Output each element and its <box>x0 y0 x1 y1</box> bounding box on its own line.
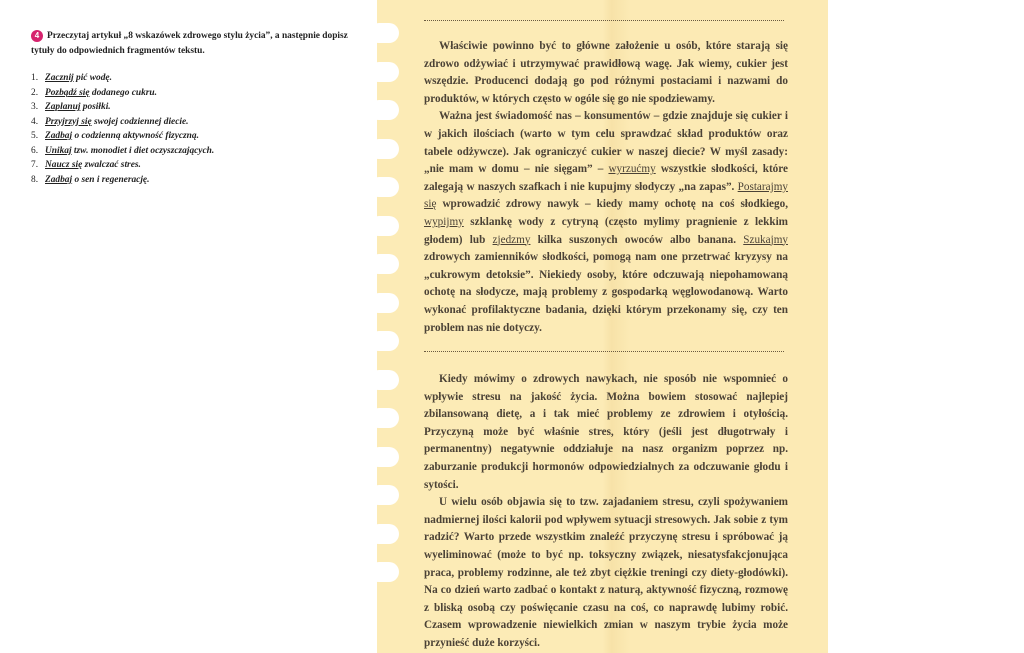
item-number: 5. <box>31 131 39 141</box>
list-item <box>31 100 366 115</box>
item-number: 4. <box>31 116 39 127</box>
paragraph <box>424 38 788 108</box>
underlined-verb: wypijmy <box>424 215 464 228</box>
item-verb: Naucz się <box>45 160 83 170</box>
article-fragment-1 <box>424 38 788 337</box>
title-list <box>31 71 366 187</box>
item-rest: dodanego cukru. <box>89 87 157 98</box>
item-verb: Przyjrzyj się <box>45 116 92 127</box>
text-segment: Właściwie powinno być to główne założenie u osób, które starają się zdrowo odżywiać i utrzymywać prawidłową wagę. Jak wiemy, cukier jest wszędzie. Producenci dodają go pod różnymi postaciami i nazwami do produktów, w których często w ogóle się go nie spodziewamy. <box>424 40 788 105</box>
item-number: 8. <box>31 174 39 185</box>
item-number: 6. <box>31 145 39 156</box>
list-item <box>31 86 366 101</box>
text-segment: U wielu osób objawia się to tzw. zajadaniem stresu, czyli spożywaniem nadmiernej ilości kalorii pod wpływem sytuacji stresowych. Jak sobie z tym radzić? Warto przede wszystkim znaleźć przyczynę stresu i spróbować ją wyeliminować (może to być np. toksyczny związek, niesatysfakcjonująca praca, problemy rodzinne, ale też zbyt ciężkie treningi czy diety-głodówki). Na co dzień warto zadbać o kontakt z naturą, aktywność fizyczną, rozmowę z bliską osobą czy poświęcanie czasu na coś, co naprawdę lubimy robić. Czasem wprowadzenie niewielkich zmian w naszym trybie życia może przynieść duże korzyści. <box>424 496 788 649</box>
item-verb: Zadbaj <box>45 174 73 185</box>
item-rest: o codzienną aktywność fizyczną. <box>72 131 199 141</box>
paragraph <box>424 108 788 337</box>
list-item <box>31 158 366 173</box>
text-segment: zdrowych zamienników słodkości, pomogą nam one przetrwać kryzysy na „cukrowym detoksie”. Niekiedy osoby, które odczuwają niepohamowaną ochotę na słodycze, mają problemy z gospodarką węglowodanową. Warto wykonać profilaktyczne badania, dzięki którym przekonamy się, czy ten problem nas nie dotyczy. <box>424 251 788 334</box>
task-panel <box>31 29 366 187</box>
paragraph <box>424 371 788 494</box>
item-verb: Zadbaj <box>45 131 73 141</box>
list-item <box>31 115 366 130</box>
item-verb: Zacznij <box>45 73 74 83</box>
article-fragment-2 <box>424 371 788 653</box>
item-number: 3. <box>31 102 39 112</box>
text-segment: wprowadzić zdrowy nawyk – kiedy mamy ochotę na coś słodkiego, <box>436 198 788 211</box>
item-rest: posiłki. <box>80 102 111 112</box>
answer-line-2 <box>424 351 784 352</box>
underlined-verb: Szukajmy <box>743 233 788 246</box>
item-verb: Pozbądź się <box>45 87 90 98</box>
underlined-verb: wyrzućmy <box>608 163 656 176</box>
article-content <box>377 0 789 653</box>
item-verb: Zaplanuj <box>45 102 81 112</box>
answer-line-1 <box>424 20 784 21</box>
text-segment: kilka suszonych owoców albo banana. <box>530 233 744 246</box>
instruction-text: Przeczytaj artykuł „8 wskazówek zdrowego stylu życia”, a następnie dopisz tytuły do odpowiednich fragmentów tekstu. <box>31 31 348 56</box>
text-segment: Kiedy mówimy o zdrowych nawykach, nie sposób nie wspomnieć o wpływie stresu na jakość życia. Można bowiem stosować najlepiej zbilansowaną dietę, a i tak mieć problemy ze zdrowiem i otyłością. Przyczyną może być właśnie stres, który (jeśli jest długotrwały i permanentny) negatywnie oddziałuje na nasz organizm poprzez np. zaburzanie produkcji hormonów odpowiedzialnych za odczuwanie głodu i sytości. <box>424 373 788 491</box>
item-number: 1. <box>31 73 39 83</box>
item-rest: swojej codziennej diecie. <box>91 116 189 127</box>
notebook-page <box>377 0 828 653</box>
text-segment: wszystkie słodkości, które zalegają w naszych szafkach i nie kupujmy słodyczy „na zapas”. <box>424 163 788 193</box>
text-segment: Ważna jest świadomość nas – konsumentów – gdzie znajduje się cukier i w jakich ilościach (warto w tym celu sprawdzać skład produktów oraz tabele odżywcze). Jak ograniczyć cukier w naszej diecie? W myśl zasady: „nie mam w domu – nie sięgam” – <box>424 110 788 176</box>
underlined-verb: Postarajmy się <box>424 180 788 211</box>
item-rest: pić wodę. <box>73 73 112 83</box>
item-rest: zwalczać stres. <box>82 160 141 170</box>
task-number-badge: 4 <box>31 30 43 42</box>
underlined-verb: zjedzmy <box>492 233 531 246</box>
item-number: 2. <box>31 87 39 98</box>
item-number: 7. <box>31 160 39 170</box>
item-rest: o sen i regenerację. <box>72 174 150 185</box>
item-rest: tzw. monodiet i diet oczyszczających. <box>71 145 215 156</box>
paragraph <box>424 494 788 652</box>
task-instruction <box>31 29 366 59</box>
item-verb: Unikaj <box>45 145 72 156</box>
list-item <box>31 129 366 144</box>
text-segment: szklankę wody z cytryną (często mylimy pragnienie z lekkim głodem) lub <box>424 215 788 246</box>
list-item <box>31 173 366 188</box>
list-item <box>31 71 366 86</box>
list-item <box>31 144 366 159</box>
